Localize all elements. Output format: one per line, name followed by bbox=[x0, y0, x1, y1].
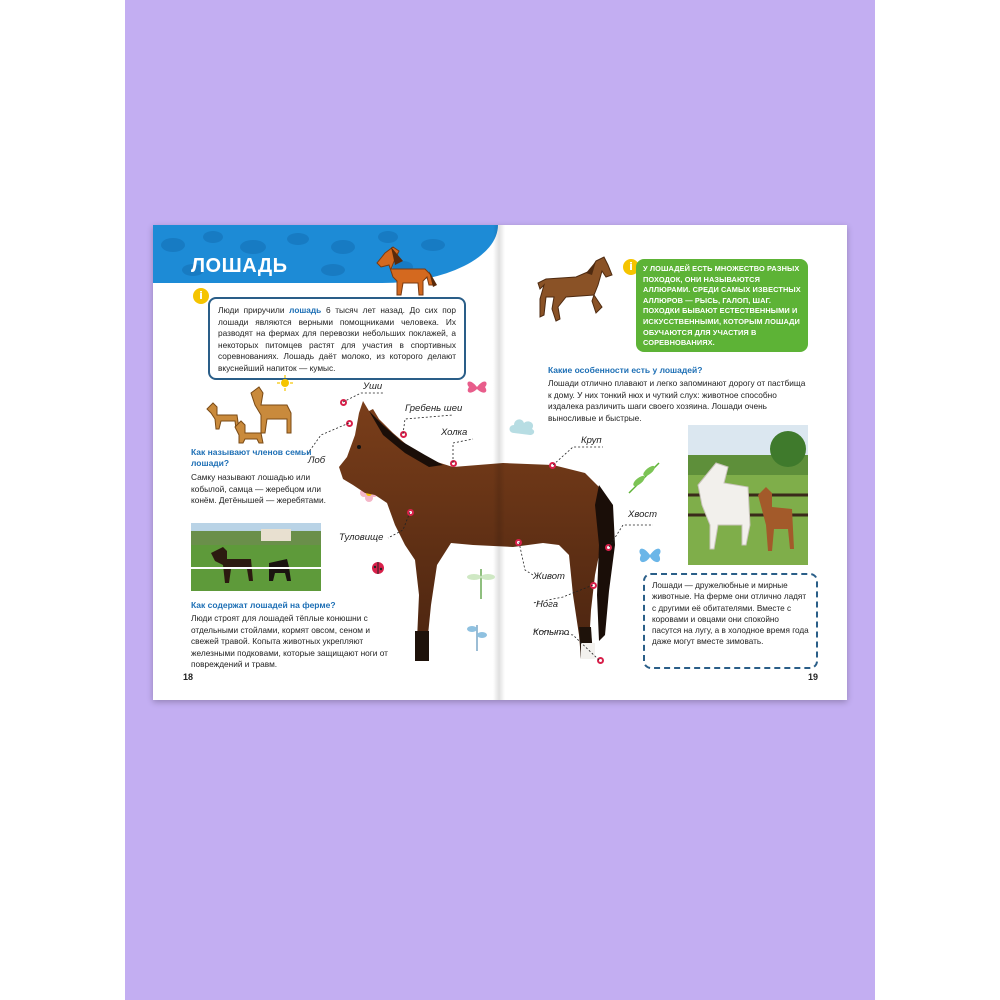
page-number-right: 19 bbox=[808, 672, 819, 682]
mare-and-foal-photo bbox=[688, 425, 808, 565]
info-icon-right: i bbox=[623, 259, 639, 275]
answer-farm: Люди строят для лошадей тёплые конюшни с отдельными стойлами, кормят овсом, сеном и свежей травой. Копыта животных укрепляют железными подковами, которые защищают ноги от повреждений и травм. bbox=[191, 613, 388, 669]
cloud-icon bbox=[508, 415, 538, 439]
label-leg: Нога bbox=[536, 599, 559, 610]
book-gutter bbox=[493, 225, 505, 700]
label-hoof: Копыто bbox=[533, 627, 570, 638]
label-withers: Холка bbox=[441, 427, 468, 438]
question-family: Как называют членов семьи лошади? bbox=[191, 447, 312, 468]
intro-text-end: 6 тысяч лет назад. До сих пор лошади являются верными помощниками человека. Их разводят на фермах для перевозки небольших поклажей, а некоторых питомцев растят для участия в спортивных соревнованиях. Лошадь даёт молоко, из которого делают вкуснейший напиток — кумыс. bbox=[218, 305, 456, 373]
question-farm: Как содержат лошадей на ферме? bbox=[191, 600, 336, 610]
label-tail: Хвост bbox=[628, 509, 658, 520]
butterfly-icon-blue bbox=[637, 543, 663, 567]
flower-sprig-icon bbox=[463, 617, 493, 653]
dragonfly-icon bbox=[466, 565, 496, 601]
info-icon: i bbox=[193, 288, 209, 304]
answer-features: Лошади отлично плавают и легко запоминают дорогу от пастбища к дому. У них тонкий нюх и чуткий слух: животное способно издалека различить шаги своего хозяина. Лошади очень выносливые и быстрые. bbox=[548, 378, 806, 423]
intro-highlight: лошадь bbox=[289, 305, 322, 315]
label-forehead: Лоб bbox=[308, 455, 326, 466]
gaits-fact-box: У ЛОШАДЕЙ ЕСТЬ МНОЖЕСТВО РАЗНЫХ ПОХОДОК, ОНИ НАЗЫВАЮТСЯ АЛЛЮРАМИ. СРЕДИ САМЫХ ИЗВЕСТНЫХ АЛЛЮРОВ — РЫСЬ, ГАЛОП, ШАГ. ПОХОДКИ БЫВАЮТ ЕСТЕСТВЕННЫМИ И ИСКУССТВЕННЫМИ, КОТОРЫМ ЛОШАДИ ОБУЧАЮТСЯ ДЛЯ УЧАСТИЯ В СОРЕВНОВАНИЯХ. bbox=[636, 259, 808, 352]
answer-family: Самку называют лошадью или кобылой, самца — жеребцом или конём. Детёнышей — жеребятами. bbox=[191, 472, 326, 505]
label-croup: Круп bbox=[581, 435, 602, 446]
label-body: Туловище bbox=[339, 532, 384, 543]
page-number-left: 18 bbox=[183, 672, 194, 682]
label-ears: Уши bbox=[363, 381, 383, 392]
label-belly: Живот bbox=[533, 571, 565, 582]
label-mane: Гребень шеи bbox=[405, 403, 463, 414]
friendly-fact-box: Лошади — дружелюбные и мирные животные. На ферме они отлично ладят с другими её обитателями. Вместе с коровами и овцами они спокойно пасутся на лугу, а в холодное время года даже могут вместе зимовать. bbox=[643, 573, 818, 669]
book-spread bbox=[153, 225, 847, 700]
trotting-horse-illustration bbox=[536, 255, 616, 335]
leaf-branch-icon bbox=[625, 457, 665, 497]
intro-text-start: Люди приручили bbox=[218, 305, 290, 315]
question-features: Какие особенности есть у лошадей? bbox=[548, 365, 703, 375]
page-title: ЛОШАДЬ bbox=[191, 255, 288, 277]
